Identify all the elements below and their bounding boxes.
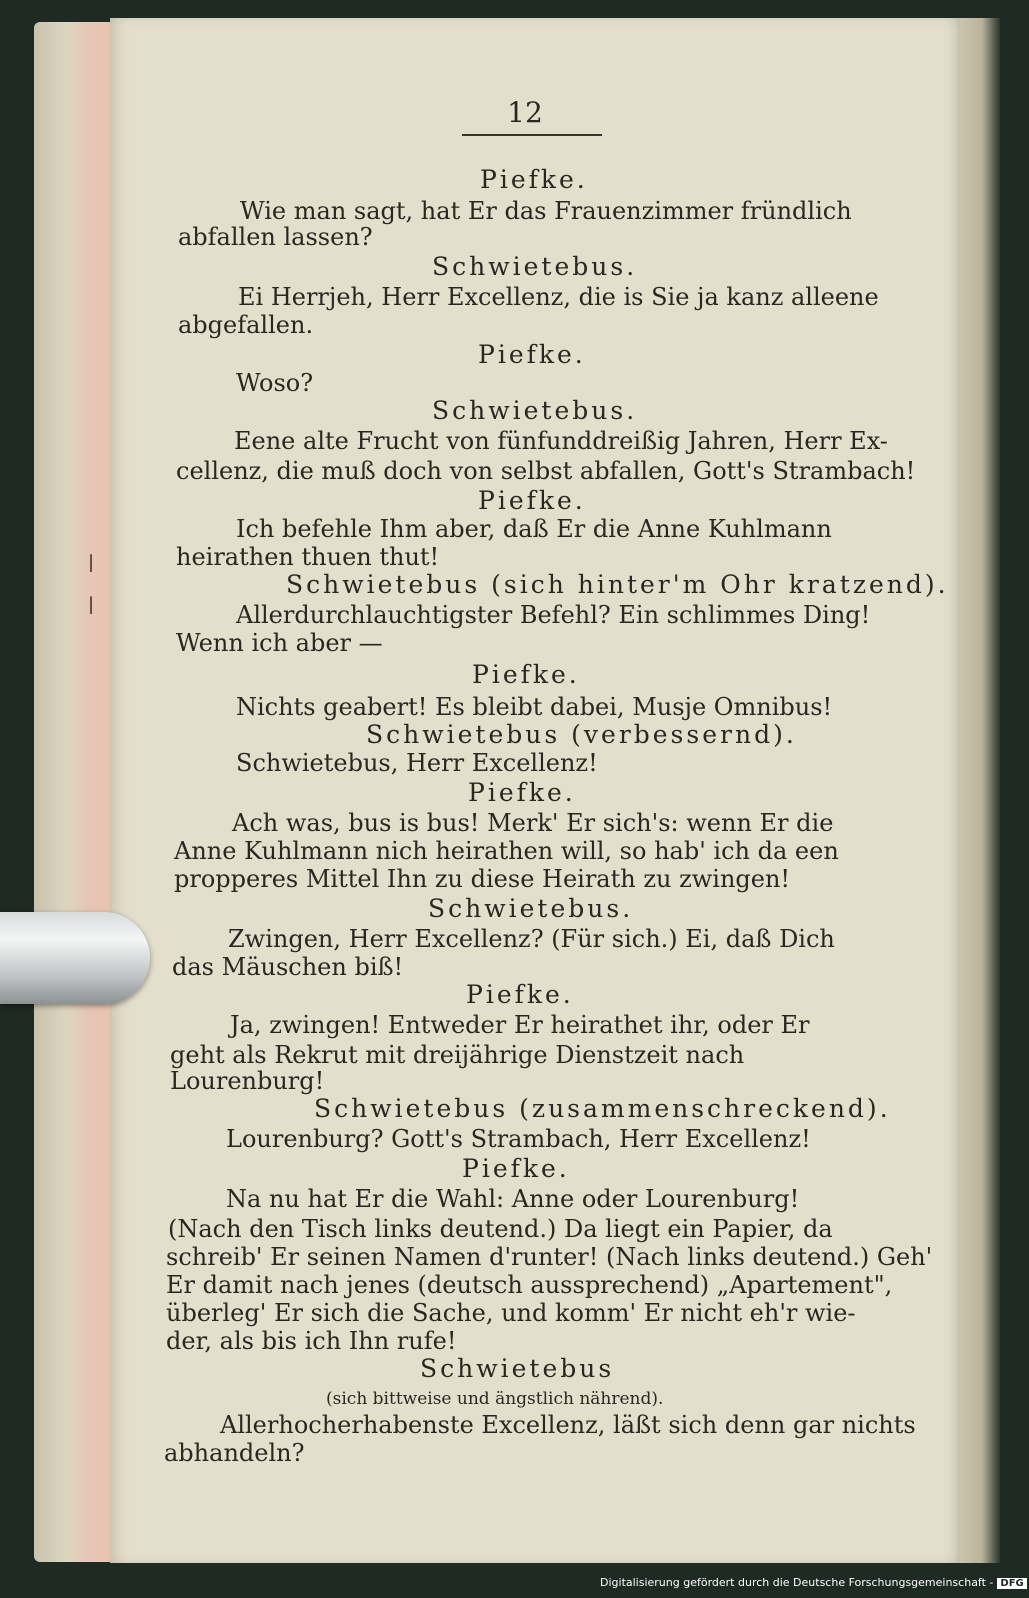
page-number: 12 xyxy=(507,96,543,129)
speaker-line: Schwietebus xyxy=(420,1354,615,1383)
footer-credit-text: Digitalisierung gefördert durch die Deutsche Forschungsgemeinschaft - xyxy=(600,1576,994,1589)
stage-direction: (sich bittweise und ängstlich nährend). xyxy=(326,1389,664,1409)
speaker-line: Schwietebus. xyxy=(428,894,634,923)
footer-credit xyxy=(600,1576,1024,1594)
speaker-line: Piefke. xyxy=(468,778,576,807)
speaker-line: Schwietebus. xyxy=(432,396,638,425)
text-line: Eene alte Frucht von fünfunddreißig Jahren, Herr Ex- xyxy=(234,427,888,455)
text-line: Allerdurchlauchtigster Befehl? Ein schlimmes Ding! xyxy=(236,601,871,629)
text-line: Lourenburg! xyxy=(170,1067,325,1095)
text-line: abhandeln? xyxy=(164,1439,305,1467)
text-line: geht als Rekrut mit dreijährige Dienstzeit nach xyxy=(170,1041,745,1069)
speaker-line: Piefke. xyxy=(478,340,586,369)
text-line: (Nach den Tisch links deutend.) Da liegt ein Papier, da xyxy=(168,1215,833,1243)
text-line: Allerhocherhabenste Excellenz, läßt sich denn gar nichts xyxy=(220,1411,916,1439)
page-number-rule xyxy=(462,134,602,136)
speaker-line: Schwietebus (zusammenschreckend). xyxy=(314,1094,891,1123)
text-line: Na nu hat Er die Wahl: Anne oder Lourenburg! xyxy=(226,1185,800,1213)
text-line: Woso? xyxy=(236,369,314,397)
speaker-line: Piefke. xyxy=(480,165,588,194)
text-line: Ei Herrjeh, Herr Excellenz, die is Sie ja kanz alleene xyxy=(238,283,879,311)
dfg-logo: DFG xyxy=(997,1578,1026,1589)
speaker-line: Schwietebus (sich hinter'm Ohr kratzend). xyxy=(286,570,949,599)
text-line: propperes Mittel Ihn zu diese Heirath zu zwingen! xyxy=(174,865,791,893)
text-line: Zwingen, Herr Excellenz? (Für sich.) Ei, daß Dich xyxy=(228,925,835,953)
speaker-line: Piefke. xyxy=(478,486,586,515)
text-line: abgefallen. xyxy=(178,311,314,339)
text-line: Lourenburg? Gott's Strambach, Herr Excellenz! xyxy=(226,1125,811,1153)
text-line: Anne Kuhlmann nich heirathen will, so hab' ich da een xyxy=(174,837,839,865)
speaker-line: Piefke. xyxy=(462,1154,570,1183)
speaker-line: Schwietebus. xyxy=(432,252,638,281)
text-line: Wie man sagt, hat Er das Frauenzimmer fründlich xyxy=(240,197,852,225)
text-line: Nichts geabert! Es bleibt dabei, Musje Omnibus! xyxy=(236,693,833,721)
text-line: schreib' Er seinen Namen d'runter! (Nach links deutend.) Geh' xyxy=(166,1243,933,1271)
page-holder-clip xyxy=(0,912,150,1004)
text-line: Ach was, bus is bus! Merk' Er sich's: wenn Er die xyxy=(232,809,834,837)
text-line: Wenn ich aber — xyxy=(176,629,383,657)
text-line: das Mäuschen biß! xyxy=(172,953,404,981)
margin-mark: | xyxy=(88,594,95,615)
speaker-line: Piefke. xyxy=(472,660,580,689)
text-line: heirathen thuen thut! xyxy=(176,543,440,571)
speaker-line: Schwietebus (verbessernd). xyxy=(366,720,797,749)
text-line: der, als bis ich Ihn rufe! xyxy=(166,1327,457,1355)
text-line: Er damit nach jenes (deutsch aussprechend) „Apartement", xyxy=(166,1271,893,1299)
background-right-page xyxy=(955,18,1000,1563)
text-line: cellenz, die muß doch von selbst abfallen, Gott's Strambach! xyxy=(176,457,916,485)
book-page-edges xyxy=(34,22,114,1562)
speaker-line: Piefke. xyxy=(466,980,574,1009)
text-line: Ich befehle Ihm aber, daß Er die Anne Kuhlmann xyxy=(236,515,832,543)
text-line: überleg' Er sich die Sache, und komm' Er nicht eh'r wie- xyxy=(166,1299,856,1327)
text-line: Schwietebus, Herr Excellenz! xyxy=(236,749,598,777)
margin-mark: | xyxy=(88,552,95,573)
text-line: Ja, zwingen! Entweder Er heirathet ihr, oder Er xyxy=(230,1011,810,1039)
text-line: abfallen lassen? xyxy=(178,223,373,251)
